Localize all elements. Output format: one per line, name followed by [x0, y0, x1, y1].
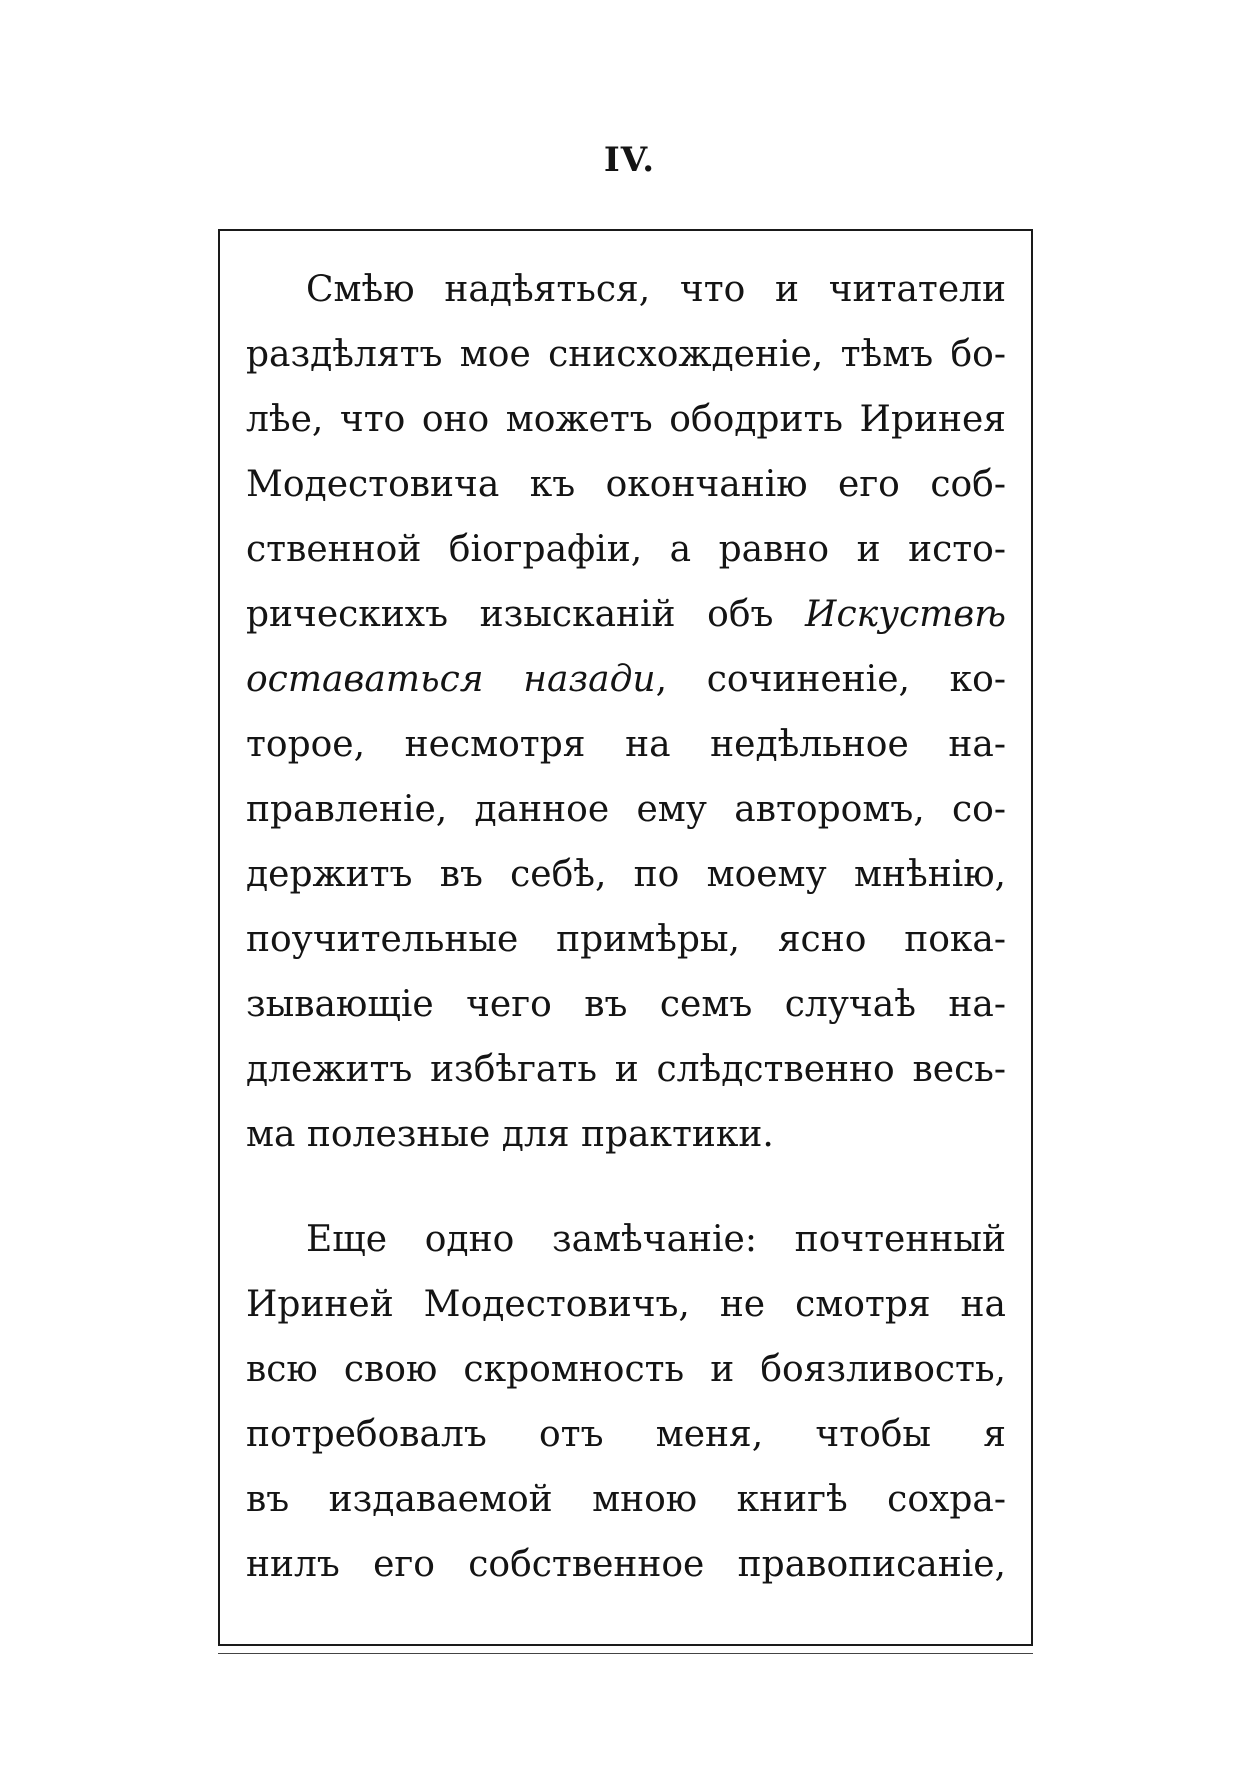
text-line: лѣе, что оно можетъ ободрить Иринея: [246, 399, 1006, 440]
text-line: Смѣю надѣяться, что и читатели: [306, 269, 1006, 310]
text-fragment: , сочиненіе, ко-: [655, 659, 1006, 700]
text-line: Ириней Модестовичъ, не смотря на: [246, 1284, 1006, 1325]
text-line: правленіе, данное ему авторомъ, со-: [246, 789, 1006, 830]
text-line: потребовалъ отъ меня, чтобы я: [246, 1414, 1006, 1455]
text-line-with-title: [246, 647, 1006, 712]
text-line: Модестовича къ окончанію его соб-: [246, 464, 1006, 505]
text-line: торое, несмотря на недѣльное на-: [246, 724, 1006, 765]
text-line: нилъ его собственное правописаніе,: [246, 1544, 1006, 1585]
text-line: въ издаваемой мною книгѣ сохра-: [246, 1479, 1006, 1520]
text-line: ственной біографіи, а равно и исто-: [246, 529, 1006, 570]
text-line: зывающіе чего въ семъ случаѣ на-: [246, 984, 1006, 1025]
text-line: поучительные примѣры, ясно пока-: [246, 919, 1006, 960]
paragraph-1: [246, 257, 1006, 1167]
text-line: ма полезные для практики.: [246, 1114, 774, 1155]
text-line: держитъ въ себѣ, по моему мнѣнію,: [246, 854, 1006, 895]
paragraph-2: [246, 1207, 1006, 1597]
text-fragment: рическихъ изысканій объ: [246, 594, 774, 635]
text-line-with-title: [246, 582, 1006, 647]
italic-title-part-2: оставаться назади: [246, 659, 656, 700]
italic-title-part-1: Искуствѣ: [805, 594, 1006, 635]
text-line: всю свою скромность и боязливость,: [246, 1349, 1006, 1390]
text-line: раздѣлятъ мое снисхожденіе, тѣмъ бо-: [246, 334, 1006, 375]
text-line: Еще одно замѣчаніе: почтенный: [306, 1219, 1006, 1260]
page-number: IV.: [603, 140, 656, 180]
text-line: длежитъ избѣгать и слѣдственно весь-: [246, 1049, 1006, 1090]
